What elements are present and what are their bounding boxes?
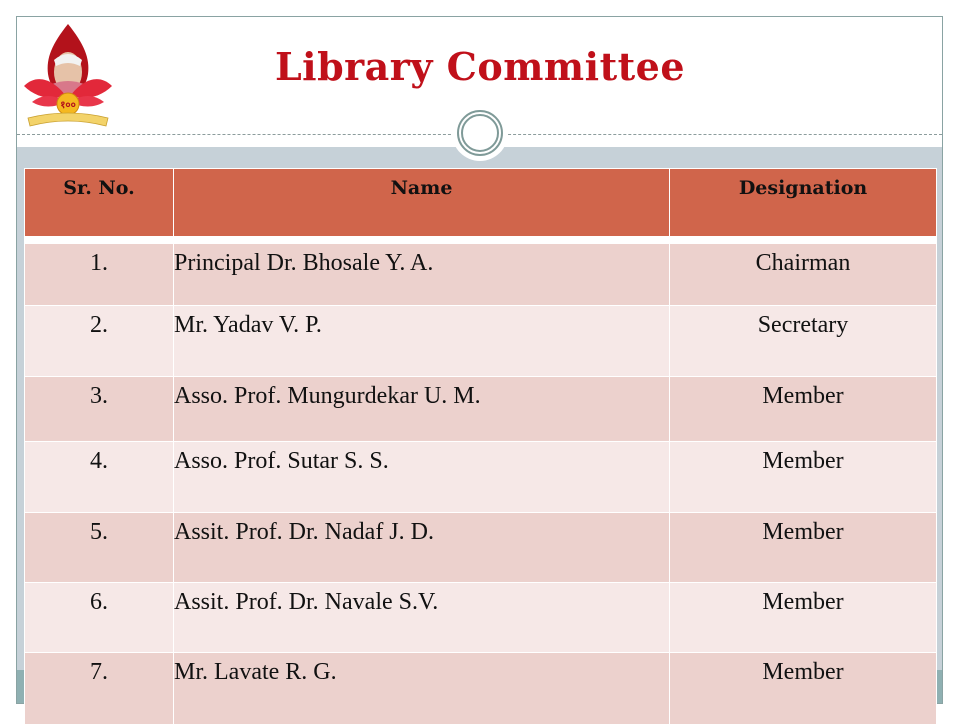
table-row	[25, 653, 937, 725]
table-row	[25, 513, 937, 583]
cell-name: Asso. Prof. Sutar S. S.	[174, 442, 670, 513]
cell-name: Mr. Lavate R. G.	[174, 653, 670, 725]
table-header-row	[25, 169, 937, 237]
cell-name: Assit. Prof. Dr. Nadaf J. D.	[174, 513, 670, 583]
cell-designation: Member	[670, 653, 937, 725]
cell-sr-no: 6.	[25, 583, 174, 653]
cell-designation: Member	[670, 583, 937, 653]
page-title: Library Committee	[274, 44, 686, 89]
table-row	[25, 244, 937, 306]
cell-name: Asso. Prof. Mungurdekar U. M.	[174, 377, 670, 442]
table-row	[25, 306, 937, 377]
cell-sr-no: 3.	[25, 377, 174, 442]
cell-designation: Member	[670, 442, 937, 513]
cell-sr-no: 2.	[25, 306, 174, 377]
cell-name: Assit. Prof. Dr. Navale S.V.	[174, 583, 670, 653]
cell-designation: Chairman	[670, 244, 937, 306]
committee-table	[24, 168, 937, 725]
cell-name: Mr. Yadav V. P.	[174, 306, 670, 377]
cell-name: Principal Dr. Bhosale Y. A.	[174, 244, 670, 306]
table-row	[25, 442, 937, 513]
cell-sr-no: 7.	[25, 653, 174, 725]
divider-ornament-inner-ring-icon	[461, 114, 499, 152]
header-gap	[25, 237, 937, 244]
cell-sr-no: 4.	[25, 442, 174, 513]
cell-designation: Member	[670, 513, 937, 583]
table-row	[25, 377, 937, 442]
column-header-sr-no: Sr. No.	[25, 169, 174, 237]
cell-designation: Secretary	[670, 306, 937, 377]
college-logo-icon	[22, 22, 114, 130]
table-row	[25, 583, 937, 653]
column-header-name: Name	[174, 169, 670, 237]
cell-sr-no: 1.	[25, 244, 174, 306]
cell-designation: Member	[670, 377, 937, 442]
cell-sr-no: 5.	[25, 513, 174, 583]
svg-text:१००: १००	[60, 100, 76, 111]
column-header-designation: Designation	[670, 169, 937, 237]
